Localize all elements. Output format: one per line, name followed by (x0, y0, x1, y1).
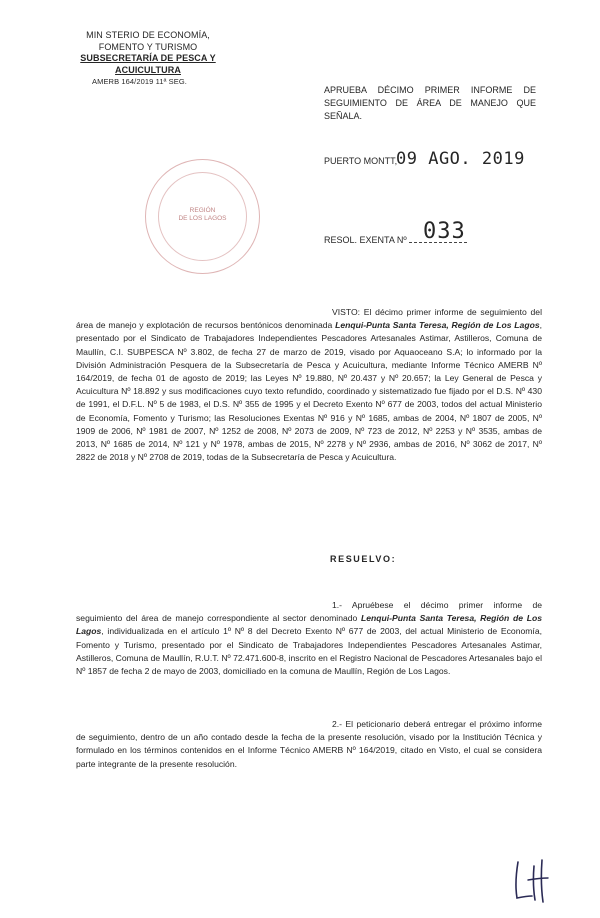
resuelvo-heading: RESUELVO: (330, 554, 397, 564)
ministry-name: MIN STERIO DE ECONOMÍA, (86, 30, 210, 40)
signature-initials (506, 856, 556, 906)
issuer-header (48, 30, 248, 88)
undersecretariat-name: SUBSECRETARÍA DE PESCA Y ACUICULTURA (80, 53, 216, 75)
document-title: APRUEBA DÉCIMO PRIMER INFORME DE SEGUIMIENTO DE ÁREA DE MANEJO QUE SEÑALA. (324, 85, 536, 121)
place-label: PUERTO MONTT, (324, 156, 398, 166)
official-seal (145, 159, 260, 274)
visto-area-name: Lenqui-Punta Santa Teresa, Región de Los Lagos (335, 320, 540, 331)
article-1 (76, 599, 542, 678)
visto-text-a: VISTO: El décimo primer informe de seguimiento del área de manejo y explotación de recursos bentónicos denominada (76, 307, 542, 331)
article-1-text-c: , individualizada en el artículo 1º Nº 8 del Decreto Exento Nº 677 de 2003, del actual Ministerio de Economía, Fomento y Turismo, presentado por el Sindicato de Trabajadores Independientes Pescadores Artesanales Astimar, Astilleros, Comuna de Maullín, R.U.T. Nº 72.471.600-8, inscrito en el Registro Nacional de Pescadores Artesanales bajo el Nº 1857 de fecha 2 de mayo de 2003, domiciliado en la comuna de Maullín, Región de Los Lagos. (76, 626, 542, 677)
seal-line-2: DE LOS LAGOS (178, 215, 227, 222)
seal-text (146, 207, 259, 223)
article-2: 2.- El peticionario deberá entregar el próximo informe de seguimiento, dentro de un año contado desde la fecha de la presente resolución, visado por la Institución Técnica y formulado en los términos contenidos en el Informe Técnico AMERB Nº 164/2019, citado en Visto, el cual se considera parte integrante de la presente resolución. (76, 719, 542, 769)
resolution-label-text: RESOL. EXENTA Nº (324, 235, 407, 245)
visto-text-c: , presentado por el Sindicato de Trabajadores Independientes Pescadores Artesanales Astimar, Astilleros, Comuna de Maullín, C.I. SUBPESCA Nº 3.802, de fecha 27 de marzo de 2019, visado por Aquaoceano S.A; lo informado por la División Administración Pesquera de la Subsecretaría de Pesca y Acuicultura, mediante Informe Técnico AMERB Nº 164/2019, de fecha 01 de agosto de 2019; las Leyes Nº 19.880, Nº 20.437 y Nº 20.657; la Ley General de Pesca y Acuicultura Nº 18.892 y sus modificaciones cuyo texto refundido, coordinado y sistematizado fue fijado por el D.S. Nº 430 de 1991, el D.F.L. Nº 5 de 1983, el D.S. Nº 355 de 1995 y el Decreto Exento Nº 677 de 2003, todos del actual Ministerio de Economía, Fomento y Turismo; las Resoluciones Exentas Nº 916 y Nº 1685, ambas de 2004, Nº 1807 de 2005, Nº 1909 de 2006, Nº 1981 de 2007, Nº 1252 de 2008, Nº 2073 de 2009, Nº 723 de 2012, Nº 2253 y Nº 3535, ambas de 2013, Nº 1685 de 2014, Nº 121 y Nº 1978, ambas de 2015, Nº 2278 y Nº 2936, ambas de 2016, Nº 3062 de 2017, Nº 2822 de 2018 y Nº 2708 de 2019, todas de la Subsecretaría de Pesca y Acuicultura. (76, 320, 542, 463)
seal-line-1: REGIÓN (189, 207, 216, 214)
reference-code: AMERB 164/2019 11ª SEG. (92, 77, 187, 86)
visto-paragraph (76, 306, 542, 464)
article-1-text-a: 1.- Apruébese el décimo primer informe de seguimiento del área de manejo correspondiente al sector denominado (76, 600, 542, 624)
article-1-area-name: Lenqui-Punta Santa Teresa, Región de Los Lagos (76, 613, 542, 637)
ministry-name-2: FOMENTO Y TURISMO (98, 41, 198, 52)
date-stamp: 09 AGO. 2019 (396, 149, 525, 169)
resolution-number: 033 (423, 219, 466, 244)
